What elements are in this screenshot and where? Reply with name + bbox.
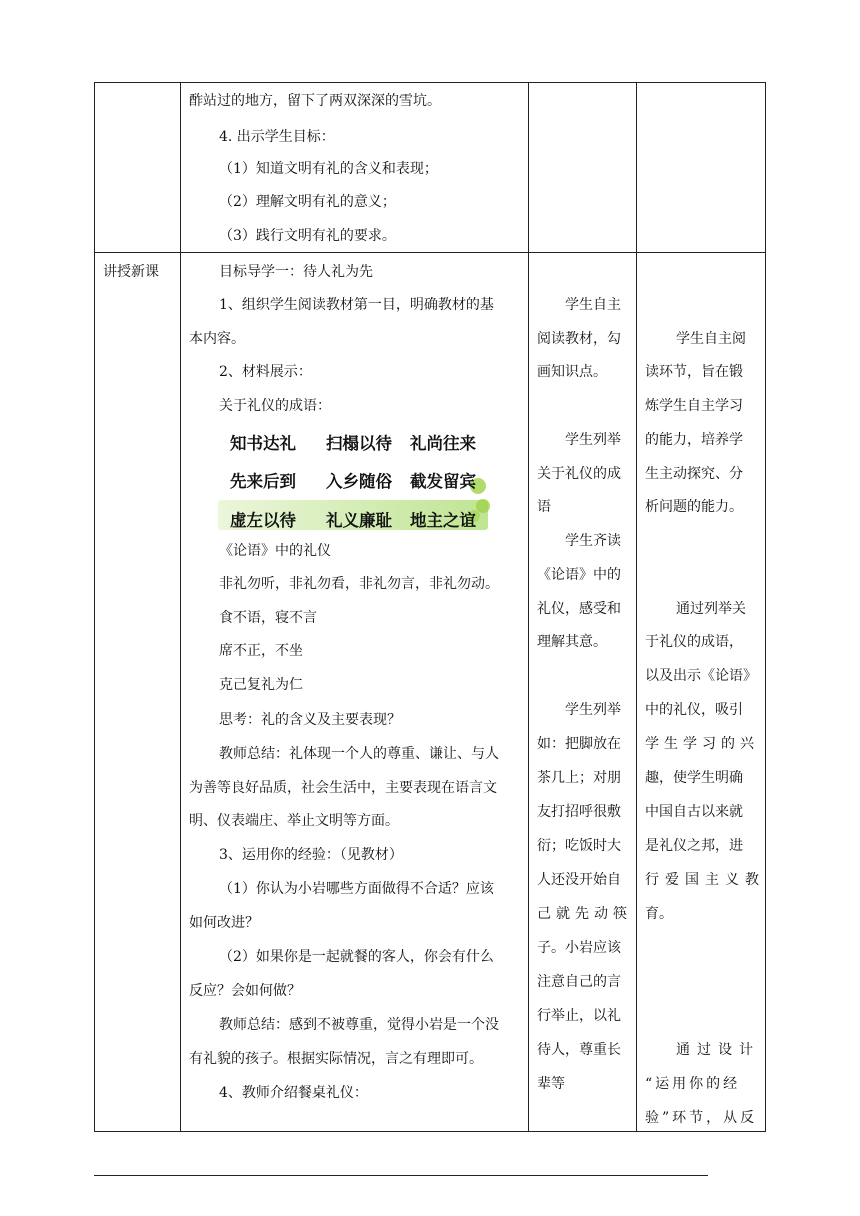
text-line: 《论语》中的	[537, 567, 621, 583]
text-line: （2）如果你是一起就餐的客人，你会有什么	[219, 949, 494, 965]
table-border-left	[94, 82, 95, 1131]
text-line: 2、材料展示：	[219, 364, 312, 380]
text-line: 4. 出示学生目标：	[219, 129, 335, 145]
text-line: 4、教师介绍餐桌礼仪：	[219, 1085, 368, 1101]
text-line: 己就先动筷	[537, 906, 632, 922]
idiom-grid	[218, 420, 488, 532]
text-line: 食不语，寝不言	[219, 610, 317, 626]
text-line: 读环节，旨在锻	[645, 364, 743, 380]
text-line: （2）理解文明有礼的意义；	[219, 194, 396, 210]
table-divider-student	[636, 82, 637, 1131]
idiom: 虚左以待	[230, 511, 296, 530]
text-line: 炼学生自主学习	[645, 398, 743, 414]
idiom: 知书达礼	[230, 434, 296, 453]
text-line: 中的礼仪，吸引	[645, 702, 743, 718]
text-line: 为善等良好品质，社会生活中，主要表现在语言文	[189, 780, 497, 796]
text-line: 关于礼仪的成	[537, 466, 621, 482]
text-line: 教师总结：礼体现一个人的尊重、谦让、与人	[219, 746, 499, 762]
idiom: 截发留宾	[410, 472, 476, 491]
text-line: 友打招呼很敷	[537, 804, 621, 820]
text-line: 克己复礼为仁	[219, 677, 303, 693]
text-line: 酢站过的地方，留下了两双深深的雪坑。	[189, 93, 441, 109]
text-line: 人还没开始自	[537, 872, 621, 888]
text-line: 子。小岩应该	[537, 940, 621, 956]
idiom: 地主之谊	[410, 511, 476, 530]
text-line: 本内容。	[189, 331, 245, 347]
idiom: 扫榻以待	[326, 434, 392, 453]
text-line: 生主动探究、分	[645, 466, 743, 482]
text-line: 如何改进？	[189, 915, 259, 931]
text-line: 关于礼仪的成语：	[219, 398, 331, 414]
text-line: 画知识点。	[537, 364, 607, 380]
text-line: 学生齐读	[565, 533, 621, 549]
text-line: （1）你认为小岩哪些方面做得不合适？应该	[219, 881, 494, 897]
table-border-right	[765, 82, 766, 1131]
text-line: 行举止，以礼	[537, 1008, 621, 1024]
text-line: 验”环节，从反	[645, 1110, 758, 1126]
text-line: 目标导学一：待人礼为先	[219, 264, 373, 280]
stage-label: 讲授新课	[103, 264, 159, 280]
text-line: 学生自主	[565, 297, 621, 313]
text-line: （3）践行文明有礼的要求。	[219, 228, 396, 244]
table-border-top	[94, 82, 766, 83]
text-line: 学生自主阅	[676, 331, 746, 347]
text-line: 礼仪，感受和	[537, 601, 621, 617]
text-line: 茶几上；对朋	[537, 770, 621, 786]
text-line: 学生列举	[565, 702, 621, 718]
text-line: 中国自古以来就	[645, 804, 743, 820]
text-line: 非礼勿听，非礼勿看，非礼勿言，非礼勿动。	[219, 576, 499, 592]
text-line: 衍；吃饭时大	[537, 838, 621, 854]
text-line: 思考：礼的含义及主要表现？	[219, 712, 401, 728]
text-line: 的能力，培养学	[645, 432, 743, 448]
table-divider-stage	[180, 82, 181, 1131]
text-line: （1）知道文明有礼的含义和表现；	[219, 161, 438, 177]
text-line: 学生列举	[565, 432, 621, 448]
idiom: 先来后到	[230, 472, 296, 491]
idiom: 礼义廉耻	[326, 511, 392, 530]
footer-rule	[94, 1175, 708, 1176]
text-line: 《论语》中的礼仪	[219, 543, 331, 559]
text-line: 育。	[645, 906, 673, 922]
text-line: 明、仪表端庄、举止文明等方面。	[189, 813, 399, 829]
text-line: 语	[537, 499, 551, 515]
text-line: 是礼仪之邦，进	[645, 838, 743, 854]
text-line: 辈等	[537, 1076, 565, 1092]
idiom: 礼尚往来	[410, 434, 476, 453]
idiom: 入乡随俗	[326, 472, 392, 491]
text-line: 通过列举关	[676, 601, 746, 617]
text-line: 以及出示《论语》	[645, 668, 757, 684]
text-line: 行爱国主义教	[645, 872, 765, 888]
text-line: 如：把脚放在	[537, 736, 621, 752]
text-line: 阅读教材，勾	[537, 331, 621, 347]
text-line: 1、组织学生阅读教材第一目，明确教材的基	[219, 297, 494, 313]
text-line: “运用你的经	[645, 1076, 741, 1092]
text-line: 趣，使学生明确	[645, 770, 743, 786]
text-line: 反应？会如何做？	[189, 983, 301, 999]
text-line: 待人，尊重长	[537, 1042, 621, 1058]
text-line: 理解其意。	[537, 634, 607, 650]
text-line: 学生学习的兴	[645, 736, 759, 752]
text-line: 析问题的能力。	[645, 499, 743, 515]
text-line: 教师总结：感到不被尊重，觉得小岩是一个没	[219, 1017, 499, 1033]
text-line: 席不正，不坐	[219, 643, 303, 659]
text-line: 注意自己的言	[537, 974, 621, 990]
text-line: 3、运用你的经验：（见教材）	[219, 847, 403, 863]
table-divider-content	[528, 82, 529, 1131]
table-row-divider	[94, 252, 766, 253]
table-border-bottom	[94, 1131, 766, 1132]
text-line: 有礼貌的孩子。根据实际情况，言之有理即可。	[189, 1051, 483, 1067]
text-line: 于礼仪的成语，	[645, 634, 743, 650]
text-line: 通过设计	[676, 1042, 760, 1058]
